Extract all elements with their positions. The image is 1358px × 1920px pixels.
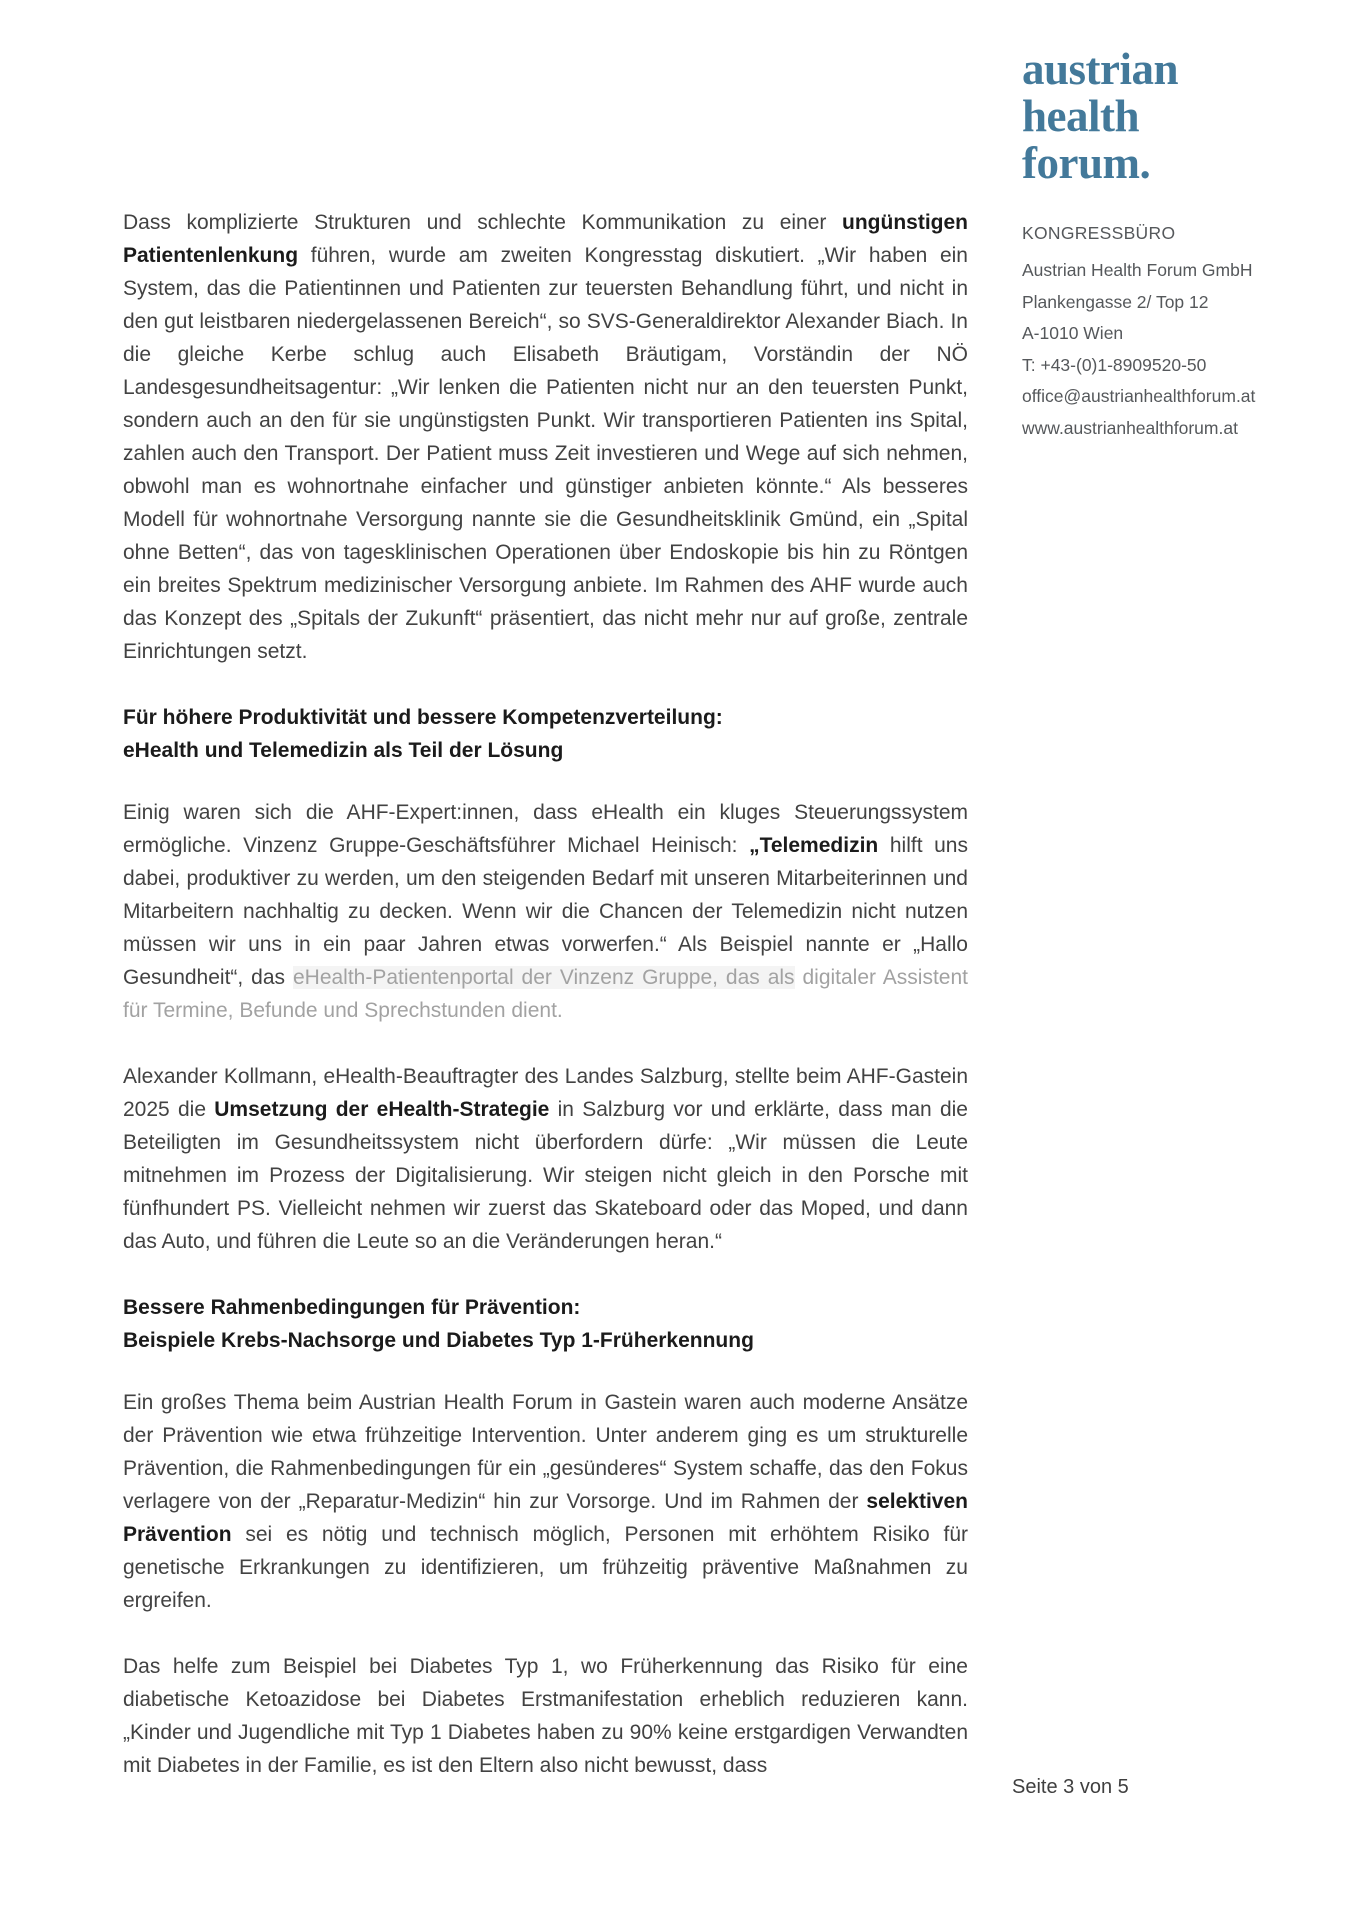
- contact-phone: T: +43-(0)1-8909520-50: [1022, 354, 1207, 375]
- contact-company: Austrian Health Forum GmbH: [1022, 260, 1253, 280]
- heading-line: Beispiele Krebs-Nachsorge und Diabetes Typ 1-Früherkennung: [123, 1329, 754, 1352]
- heading-line: Bessere Rahmenbedingungen für Prävention:: [123, 1296, 581, 1319]
- section-heading-praevention: [123, 1291, 968, 1357]
- contact-city: A-1010 Wien: [1022, 323, 1124, 344]
- logo-line-1: austrian: [1022, 44, 1179, 94]
- text-segment: ungünstigen Patientenlenkung: [123, 211, 968, 267]
- paragraph-patientenlenkung: [123, 206, 968, 668]
- text-segment: Einig waren sich die AHF-Expert:innen, dass eHealth ein kluges Steuerungssystem ermögliche. Vinzenz Gruppe-Geschäftsführer Michael Heinisch:: [123, 801, 968, 857]
- text-segment: Umsetzung der eHealth-Strategie: [214, 1098, 550, 1121]
- page-number: Seite 3 von 5: [1012, 1776, 1129, 1798]
- heading-line: Für höhere Produktivität und bessere Kompetenzverteilung:: [123, 706, 723, 729]
- text-segment: in Salzburg vor und erklärte, dass man die Beteiligten im Gesundheitssystem nicht überfordern dürfe: „Wir müssen die Leute mitnehmen im Prozess der Digitalisierung. Wir steigen nicht gleich in den Porsche mit fünfhundert PS. Vielleicht nehmen wir zuerst das Skateboard oder das Moped, und dann das Auto, und führen die Leute so an die Veränderungen heran.“: [123, 1098, 968, 1253]
- contact-email: office@austrianhealthforum.at: [1022, 386, 1256, 407]
- text-segment: digitaler Assistent für Termine, Befunde und Sprechstunden dient.: [123, 966, 968, 1022]
- link-text[interactable]: eHealth-Patientenportal der Vinzenz Gruppe, das als: [292, 966, 795, 989]
- text-segment: Ein großes Thema beim Austrian Health Forum in Gastein waren auch moderne Ansätze der Prävention wie etwa frühzeitige Intervention. Unter anderem ging es um strukturelle Prävention, die Rahmenbedingungen für ein „gesünderes“ System schaffe, das den Fokus verlagere von der „Reparatur-Medizin“ hin zur Vorsorge. Und im Rahmen der: [123, 1391, 968, 1513]
- heading-line: eHealth und Telemedizin als Teil der Lösung: [123, 739, 564, 762]
- text-segment: selektiven Prävention: [123, 1490, 968, 1546]
- section-heading-ehealth: [123, 701, 968, 767]
- text-segment: Alexander Kollmann, eHealth-Beauftragter des Landes Salzburg, stellte beim AHF-Gastein 2025 die: [123, 1065, 968, 1121]
- contact-block: [1022, 255, 1342, 445]
- text-segment: „Telemedizin: [749, 834, 879, 857]
- contact-street: Plankengasse 2/ Top 12: [1022, 291, 1209, 312]
- paragraph-telemedizin: [123, 796, 968, 1027]
- paragraph-diabetes: [123, 1650, 968, 1782]
- sidebar: [1022, 46, 1342, 445]
- text-segment: führen, wurde am zweiten Kongresstag diskutiert. „Wir haben ein System, das die Patientinnen und Patienten zur teuersten Behandlung führt, und nicht in den gut leistbaren niedergelassenen Bereich“, so SVS-Generaldirektor Alexander Biach. In die gleiche Kerbe schlug auch Elisabeth Bräutigam, Vorständin der NÖ Landesgesundheitsagentur: „Wir lenken die Patienten nicht nur an den teuersten Punkt, sondern auch an den für sie ungünstigsten Punkt. Wir transportieren Patienten ins Spital, zahlen auch den Transport. Der Patient muss Zeit investieren und Wege auf sich nehmen, obwohl man es wohnortnahe einfacher und günstiger anbieten könnte.“ Als besseres Modell für wohnortnahe Versorgung nannte sie die Gesundheitsklinik Gmünd, ein „Spital ohne Betten“, das von tagesklinischen Operationen über Endoskopie bis hin zu Röntgen ein breites Spektrum medizinischer Versorgung anbiete. Im Rahmen des AHF wurde auch das Konzept des „Spitals der Zukunft“ präsentiert, das nicht mehr nur auf große, zentrale Einrichtungen setzt.: [123, 244, 968, 663]
- text-segment: Das helfe zum Beispiel bei Diabetes Typ 1, wo Früherkennung das Risiko für eine diabetische Ketoazidose bei Diabetes Erstmanifestation erheblich reduzieren kann. „Kinder und Jugendliche mit Typ 1 Diabetes haben zu 90% keine erstgardigen Verwandten mit Diabetes in der Familie, es ist den Eltern also nicht bewusst, dass: [123, 1655, 968, 1777]
- paragraph-ehealth-strategie: [123, 1060, 968, 1258]
- text-segment: hilft uns dabei, produktiver zu werden, um den steigenden Bedarf mit unseren Mitarbeiterinnen und Mitarbeitern nachhaltig zu decken. Wenn wir die Chancen der Telemedizin nicht nutzen müssen wir uns in ein paar Jahren etwas vorwerfen.“ Als Beispiel nannte er „Hallo Gesundheit“, das: [123, 834, 968, 989]
- logo-line-2: health: [1022, 91, 1140, 141]
- logo: [1022, 46, 1342, 187]
- text-segment: Dass komplizierte Strukturen und schlechte Kommunikation zu einer: [123, 211, 843, 234]
- paragraph-praevention: [123, 1386, 968, 1617]
- congress-office-label: KONGRESSBÜRO: [1022, 223, 1176, 243]
- logo-line-3: forum.: [1022, 138, 1151, 188]
- contact-website: www.austrianhealthforum.at: [1022, 417, 1238, 438]
- article-body: [123, 206, 968, 1815]
- text-segment: sei es nötig und technisch möglich, Personen mit erhöhtem Risiko für genetische Erkrankungen zu identifizieren, um frühzeitig präventive Maßnahmen zu ergreifen.: [123, 1523, 968, 1612]
